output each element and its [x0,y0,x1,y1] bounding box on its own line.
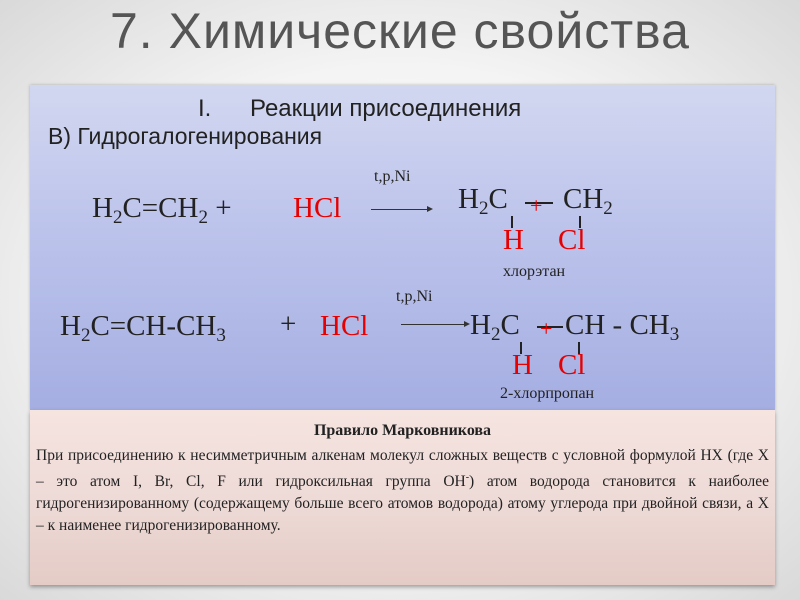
reaction2-conditions: t,p,Ni [396,288,433,305]
reaction2-reactant: $H_2C=CH-CH_3$ [60,310,226,346]
reaction1-arrow [371,209,428,210]
reaction2-plus: + [280,308,297,340]
section-numeral: I. [198,95,212,122]
slide-title: 7. Химические свойства [110,3,690,59]
reaction1-conditions: t,p,Ni [374,168,411,185]
reaction2-product-name: 2-хлорпропан [500,385,595,402]
reaction1-added-plus: + [530,193,543,218]
reaction1-added-h: H [503,224,524,256]
reaction2-added-plus: + [540,316,553,341]
reaction2-added-cl: Cl [558,349,586,381]
reaction1-product-right: $CH_2$ [563,183,613,219]
subsection-heading: В) Гидрогалогенирования [48,123,323,149]
section-heading: Реакции присоединения [250,95,522,122]
reaction1-arrowhead [427,206,433,212]
reaction1-reagent: HCl [293,192,342,224]
reaction1-product-name: хлорэтан [503,263,566,280]
reaction2-arrow [401,324,465,325]
reaction2-reagent: HCl [320,310,369,342]
markovnikov-rule-panel [30,410,775,585]
reaction2-product-left: $H_2C$ [470,309,520,345]
reaction1-product-left: $H_2C$ [458,183,508,219]
rule-text: При присоединению к несимметричным алкенам молекул сложных веществ с условной формулой НХ (где Х – это атом I, Br, Cl, F или гидроксильная группа OH-) атом водорода становится к наиболее гидрогенизированному (содержащему больше всего атомов водорода) атому углерода при двойной связи, а Х – к наименее гидрогенизированному. [36,447,769,535]
content-panel [30,85,775,410]
rule-title: Правило Марковникова [313,422,492,439]
reaction2-added-h: H [512,349,533,381]
reaction1-added-cl: Cl [558,224,586,256]
reaction1-reactant: $H_2C=CH_2$ + [92,192,232,228]
reaction2-product-right: CH - $CH_3$ [565,309,680,345]
